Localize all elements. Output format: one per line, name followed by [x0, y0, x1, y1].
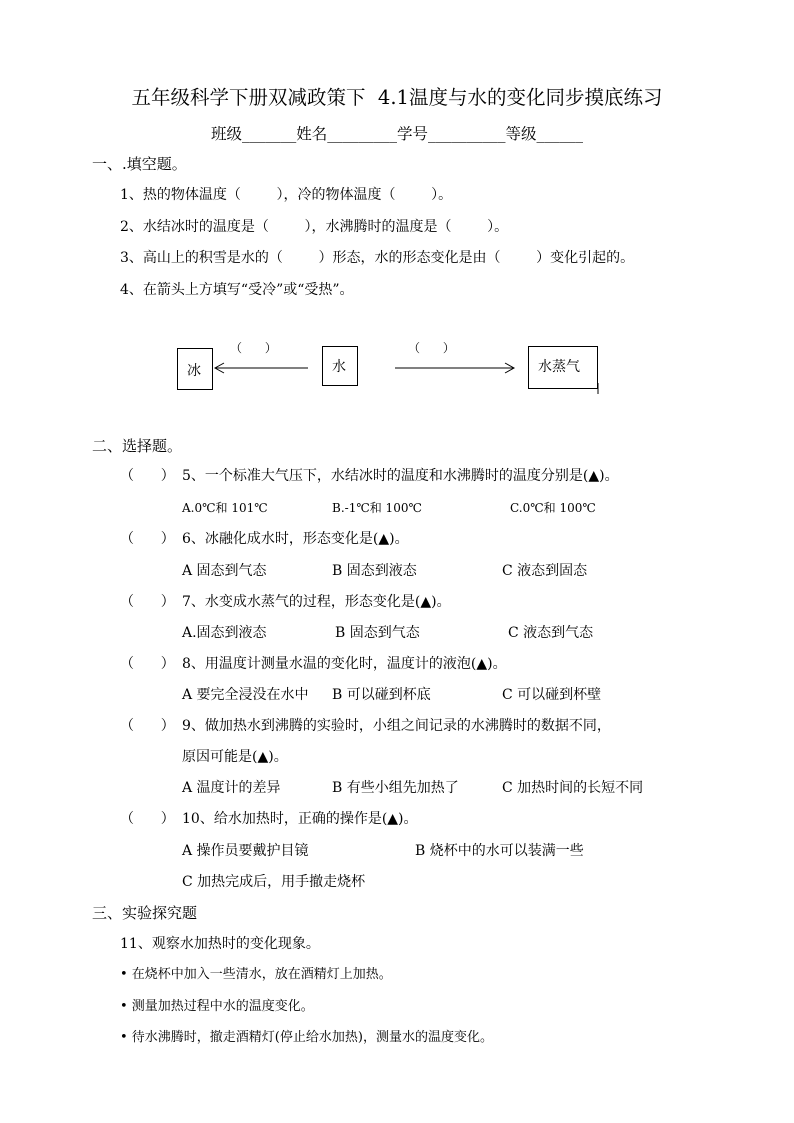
option-9a: A 温度计的差异: [182, 780, 281, 796]
option-9b: B 有些小组先加热了: [332, 780, 459, 796]
option-8a: A 要完全浸没在水中: [182, 687, 309, 703]
bullet-2: • 测量加热过程中水的温度变化。: [120, 999, 314, 1014]
option-7a: A.固态到液态: [182, 625, 267, 641]
arrow-to-ice: [215, 363, 308, 373]
page-title: 五年级科学下册双减政策下 4.1温度与水的变化同步摸底练习: [131, 86, 663, 109]
question-10: 10、给水加热时，正确的操作是(▲)。: [182, 811, 418, 827]
question-9: 9、做加热水到沸腾的实验时，小组之间记录的水沸腾时的数据不同，: [182, 718, 611, 734]
bullet-1: • 在烧杯中加入一些清水，放在酒精灯上加热。: [120, 967, 392, 982]
question-2: 2、水结冰时的温度是（ ），水沸腾时的温度是（ ）。: [120, 219, 509, 235]
option-6b: B 固态到液态: [332, 563, 417, 579]
option-5c: C.0℃和 100℃: [510, 501, 596, 515]
section1-heading: 一、.填空题。: [92, 155, 187, 173]
question-5: 5、一个标准大气压下，水结冰时的温度和水沸腾时的温度分别是(▲)。: [182, 468, 619, 484]
question-11: 11、观察水加热时的变化现象。: [120, 936, 320, 952]
option-8b: B 可以碰到杯底: [332, 687, 431, 703]
option-7b: B 固态到气态: [335, 625, 420, 641]
paren-left-arrow: （ ）: [230, 341, 277, 355]
answer-bracket-9: （ ）: [120, 718, 175, 734]
bullet-3: • 待水沸腾时，撤走酒精灯(停止给水加热)，测量水的温度变化。: [120, 1030, 493, 1045]
question-1: 1、热的物体温度（ ），冷的物体温度（ ）。: [120, 187, 453, 203]
box-steam-label: 水蒸气: [538, 359, 580, 375]
question-3: 3、高山上的积雪是水的（ ）形态，水的形态变化是由（ ）变化引起的。: [120, 250, 635, 266]
answer-bracket-6: （ ）: [120, 531, 175, 547]
option-5b: B.-1℃和 100℃: [332, 501, 422, 515]
question-6: 6、冰融化成水时，形态变化是(▲)。: [182, 531, 409, 547]
option-10c: C 加热完成后，用手撤走烧杯: [182, 874, 366, 890]
arrow-to-steam: [395, 363, 514, 373]
answer-bracket-5: （ ）: [120, 468, 175, 484]
option-6c: C 液态到固态: [502, 563, 588, 579]
box-ice-label: 冰: [187, 363, 201, 379]
paren-right-arrow: （ ）: [408, 341, 455, 355]
question-9-cont: 原因可能是(▲)。: [182, 749, 288, 765]
option-10a: A 操作员要戴护目镜: [182, 843, 309, 859]
option-9c: C 加热时间的长短不同: [502, 780, 644, 796]
question-4: 4、在箭头上方填写“受冷”或“受热”。: [120, 282, 354, 298]
question-8: 8、用温度计测量水温的变化时，温度计的液泡(▲)。: [182, 656, 507, 672]
section2-heading: 二、选择题。: [92, 437, 183, 455]
section3-heading: 三、实验探究题: [92, 904, 198, 922]
box-water-label: 水: [332, 359, 346, 375]
option-8c: C 可以碰到杯壁: [502, 687, 602, 703]
option-5a: A.0℃和 101℃: [182, 501, 268, 515]
option-7c: C 液态到气态: [508, 625, 594, 641]
student-info-line: 班级_______姓名_________学号__________等级______: [210, 125, 583, 143]
answer-bracket-10: （ ）: [120, 811, 175, 827]
answer-bracket-8: （ ）: [120, 656, 175, 672]
option-6a: A 固态到气态: [182, 563, 267, 579]
answer-bracket-7: （ ）: [120, 594, 175, 610]
question-7: 7、水变成水蒸气的过程，形态变化是(▲)。: [182, 594, 451, 610]
option-10b: B 烧杯中的水可以装满一些: [415, 843, 584, 859]
